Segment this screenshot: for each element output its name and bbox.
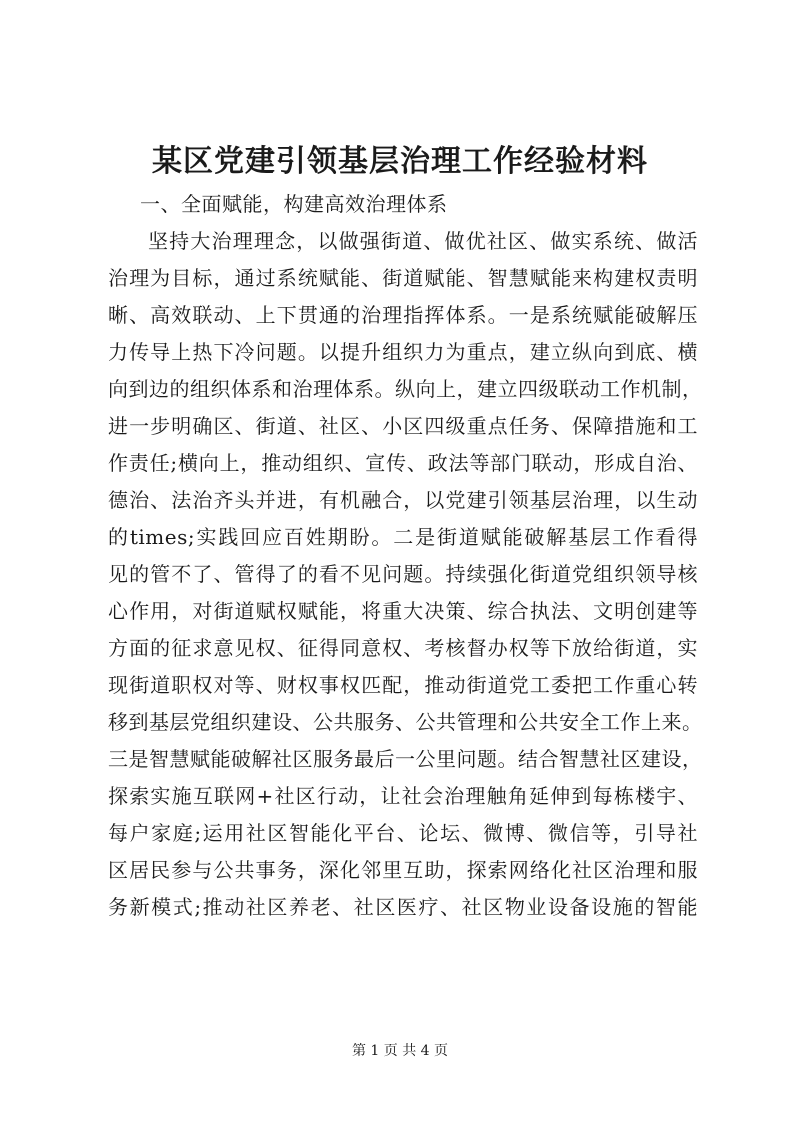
paragraph-line: 三是智慧赋能破解社区服务最后一公里问题。结合智慧社区建设， <box>108 747 703 771</box>
paragraph-line: 务新模式;推动社区养老、社区医疗、社区物业设备设施的智能 <box>108 895 698 919</box>
section-heading: 一、全面赋能，构建高效治理体系 <box>140 192 448 216</box>
paragraph-line: 进一步明确区、街道、社区、小区四级重点任务、保障措施和工 <box>108 414 698 438</box>
document-title: 某区党建引领基层治理工作经验材料 <box>152 144 648 179</box>
paragraph-line: 德治、法治齐头并进，有机融合，以党建引领基层治理，以生动 <box>108 488 698 512</box>
paragraph-line: 心作用，对街道赋权赋能，将重大决策、综合执法、文明创建等 <box>108 599 698 623</box>
paragraph-line: 的times;实践回应百姓期盼。二是街道赋能破解基层工作看得 <box>108 525 698 549</box>
paragraph-line: 坚持大治理理念，以做强街道、做优社区、做实系统、做活 <box>148 229 698 253</box>
paragraph-line: 每户家庭;运用社区智能化平台、论坛、微博、微信等，引导社 <box>108 821 698 845</box>
paragraph-line: 探索实施互联网+社区行动，让社会治理触角延伸到每栋楼宇、 <box>108 784 698 808</box>
paragraph-line: 向到边的组织体系和治理体系。纵向上，建立四级联动工作机制， <box>108 377 703 401</box>
paragraph-line: 方面的征求意见权、征得同意权、考核督办权等下放给街道，实 <box>108 636 698 660</box>
paragraph-line: 力传导上热下冷问题。以提升组织力为重点，建立纵向到底、横 <box>108 340 698 364</box>
paragraph-line: 作责任;横向上，推动组织、宣传、政法等部门联动，形成自治、 <box>108 451 698 475</box>
page-number-footer: 第 1 页 共 4 页 <box>351 1043 449 1059</box>
paragraph-line: 见的管不了、管得了的看不见问题。持续强化街道党组织领导核 <box>108 562 698 586</box>
paragraph-line: 晰、高效联动、上下贯通的治理指挥体系。一是系统赋能破解压 <box>108 303 698 327</box>
paragraph-line: 治理为目标，通过系统赋能、街道赋能、智慧赋能来构建权责明 <box>108 266 698 290</box>
paragraph-line: 现街道职权对等、财权事权匹配，推动街道党工委把工作重心转 <box>108 673 698 697</box>
document-body <box>108 186 703 926</box>
paragraph-line: 移到基层党组织建设、公共服务、公共管理和公共安全工作上来。 <box>108 710 703 734</box>
paragraph-line: 区居民参与公共事务，深化邻里互助，探索网络化社区治理和服 <box>108 858 698 882</box>
